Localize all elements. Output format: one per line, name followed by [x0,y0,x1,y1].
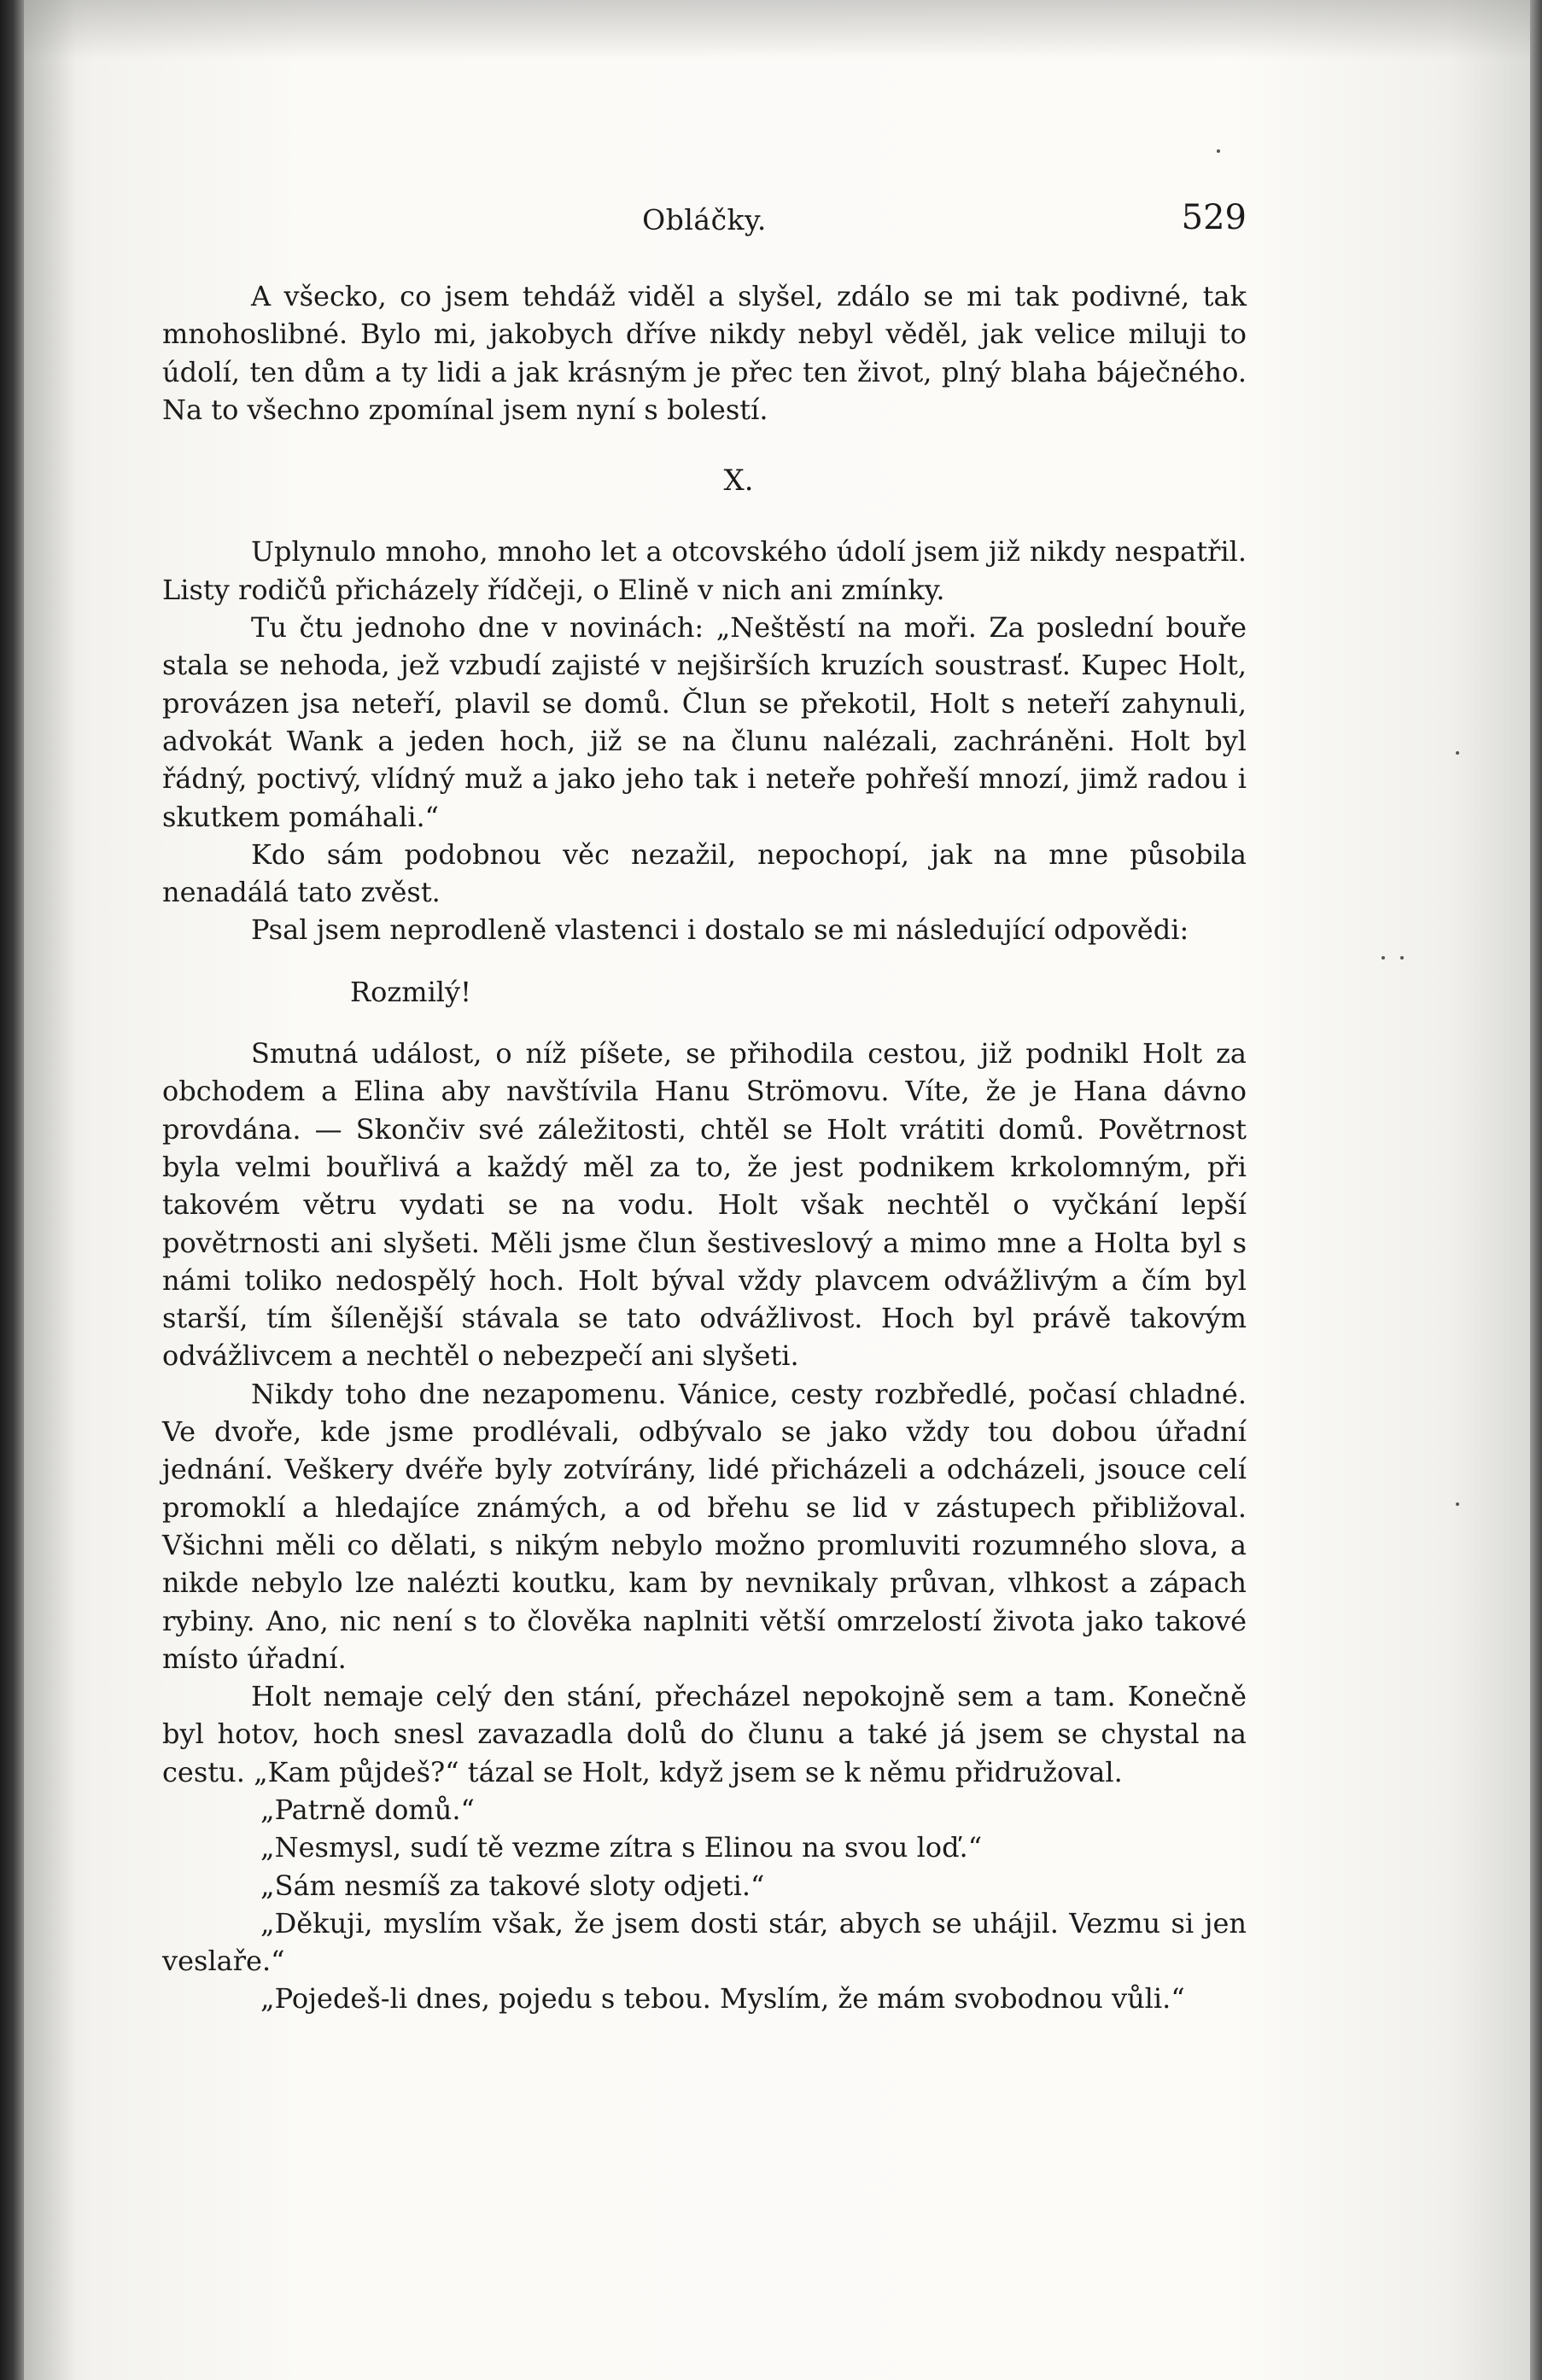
paragraph: Smutná událost, o níž píšete, se přihodila cestou, již podnikl Holt za obchodem a Elina aby navštívila Hanu Strömovu. Víte, že je Hana dávno provdána. — Skončiv své záležitosti, chtěl se Holt vrátiti domů. Povětrnost byla velmi bouřlivá a každý měl za to, že jest podnikem krkolomným, při takovém větru vydati se na vodu. Holt však nechtěl o vyčkání lepší povětrnosti ani slyšeti. Měli jsme člun šestiveslový a mimo mne a Holta byl s námi toliko nedospělý hoch. Holt býval vždy plavcem odvážlivým a čím byl starší, tím šílenější stávala se tato odvážlivost. Hoch byl právě takovým odvážlivcem a nechtěl o nebezpečí ani slyšeti. [162,1037,1247,1373]
page-header [162,198,1247,249]
page-body [162,277,1247,2018]
dialog-line: „Pojedeš-li dnes, pojedu s tebou. Myslím, že mám svobodnou vůli.“ [260,1982,1185,2015]
running-title: Obláčky. [642,203,767,236]
chapter-heading: X. [723,464,754,499]
scan-top-shadow [24,0,1542,60]
dialog-line: „Nesmysl, sudí tě vezme zítra s Elinou na svou loď.“ [260,1831,983,1864]
dialog-line: „Děkuji, myslím však, že jsem dosti stár, abych se uhájil. Vezmu si jen veslaře.“ [162,1906,1247,1978]
scan-speck [1217,149,1220,153]
paragraph: Holt nemaje celý den stání, přecházel nepokojně sem a tam. Konečně byl hotov, hoch snesl zavazadla dolů do člunu a také já jsem se chystal na cestu. „Kam půjdeš?“ tázal se Holt, když jsem se k němu přidružoval. [162,1680,1247,1788]
scan-speck [1456,1502,1459,1506]
letter-salutation: Rozmilý! [350,975,471,1008]
dialog-line: „Patrně domů.“ [260,1793,475,1826]
paragraph: Nikdy toho dne nezapomenu. Vánice, cesty rozbředlé, počasí chladné. Ve dvoře, kde jsme prodlévali, odbývalo se jako vždy tou dobou úřadní jednání. Veškery dvéře byly zotvírány, lidé přicházeli a odcházeli, jsouce celí promoklí a hledajíce známých, a od břehu se lid v zástupech přibližoval. Všichni měli co dělati, s nikým nebylo možno promluviti rozumného slova, a nikde nebylo lze nalézti koutku, kam by nevnikaly průvan, vlhkost a zápach rybiny. Ano, nic není s to člověka naplniti větší omrzelostí života jako takové místo úřadní. [162,1377,1247,1675]
page-number: 529 [1181,198,1247,237]
scan-gutter-shadow [24,0,75,2380]
scan-left-edge [0,0,24,2380]
paragraph: Tu čtu jednoho dne v novinách: „Neštěstí na moři. Za poslední bouře stala se nehoda, jež vzbudí zajisté v nejširších kruzích soustrasť. Kupec Holt, provázen jsa neteří, plavil se domů. Člun se překotil, Holt s neteří zahynuli, advokát Wank a jeden hoch, již se na člunu nalézali, zachráněni. Holt byl řádný, poctivý, vlídný muž a jako jeho tak i neteře pohřeší mnozí, jimž radou i skutkem pomáhali.“ [162,611,1247,833]
scan-speck [1400,956,1404,960]
dialog-line: „Sám nesmíš za takové sloty odjeti.“ [260,1869,765,1902]
paragraph: Uplynulo mnoho, mnoho let a otcovského údolí jsem již nikdy nespatřil. Listy rodičů přicházely řídčeji, o Elině v nich ani zmínky. [162,535,1247,606]
paragraph: A všecko, co jsem tehdáž viděl a slyšel, zdálo se mi tak podivné, tak mnohoslibné. Bylo mi, jakobych dříve nikdy nebyl věděl, jak velice miluji to údolí, ten dům a ty lidi a jak krásným je přec ten život, plný blaha báječného. Na to všechno zpomínal jsem nyní s bolestí. [162,280,1247,426]
scan-right-edge [1530,0,1542,2380]
paragraph: Kdo sám podobnou věc nezažil, nepochopí, jak na mne působila nenadálá tato zvěst. [162,837,1247,909]
scan-speck [1381,956,1385,960]
paragraph: Psal jsem neprodleně vlastenci i dostalo se mi následující odpovědi: [251,913,1189,947]
scan-speck [1456,751,1459,755]
